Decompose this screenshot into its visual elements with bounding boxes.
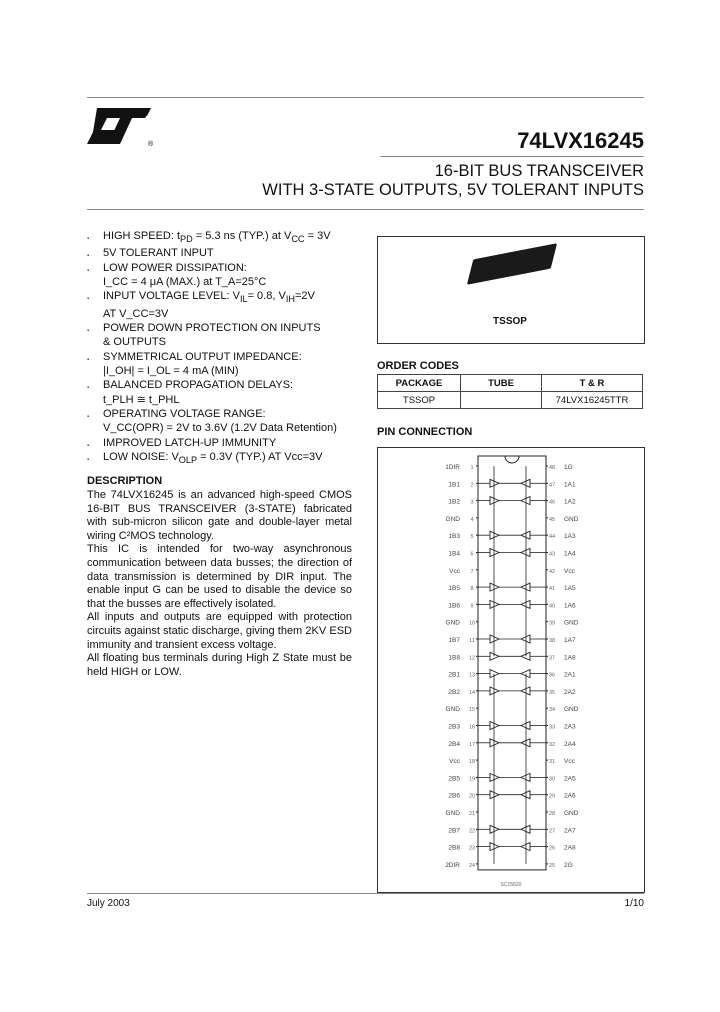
- pin-number-right: 28: [548, 811, 556, 817]
- table-header-row: [378, 375, 643, 392]
- pin-number-left: 5: [470, 534, 474, 541]
- footer-rule: [87, 893, 644, 894]
- buffer-triangle-left: [521, 600, 530, 608]
- pin-label-right: 1A3: [564, 533, 576, 541]
- figure-code: SC15620: [500, 882, 522, 888]
- pin-number-left: 15: [468, 707, 476, 714]
- pin-number-left: 23: [468, 845, 476, 852]
- pin-label-left: 1B5: [448, 585, 460, 593]
- column-header: T & R: [542, 375, 643, 392]
- pin-label-left: 2B2: [448, 688, 460, 696]
- package-label: TSSOP: [493, 316, 527, 327]
- buffer-triangle-left: [521, 635, 530, 643]
- pin-label-right: 2A7: [564, 827, 576, 835]
- pin-number-left: 10: [468, 620, 476, 627]
- feature-item: ▪ BALANCED PROPAGATION DELAYS: t_PLH ≅ t_PHL: [87, 378, 372, 407]
- pin-label-left: GND: [445, 810, 460, 817]
- pin-number-left: 2: [470, 482, 474, 489]
- pin-label-right: 2A4: [564, 740, 576, 748]
- pin-number-left: 22: [468, 828, 476, 835]
- pin-label-left: 2B1: [448, 671, 460, 679]
- pin-number-left: 3: [470, 499, 474, 506]
- buffer-triangle-right: [490, 583, 499, 591]
- pin-number-right: 34: [548, 707, 556, 714]
- feature-item: ▪ OPERATING VOLTAGE RANGE: V_CC(OPR) = 2V to 3.6V (1.2V Data Retention): [87, 407, 372, 436]
- pin-connection-title: PIN CONNECTION: [377, 426, 473, 438]
- pin-number-right: 43: [548, 551, 556, 558]
- column-header: TUBE: [461, 375, 542, 392]
- pin-number-right: 48: [548, 465, 556, 471]
- pin-label-right: GND: [564, 810, 579, 817]
- table-cell: TSSOP: [378, 392, 461, 409]
- description-paragraph: This IC is intended for two-way asynchronous communication between data busses; the direction of data transmission is determined by DIR input. The enable input G can be used to disable the device so that the busses are effectively isolated.: [87, 543, 352, 610]
- buffer-triangle-right: [490, 791, 499, 799]
- table-cell: [461, 392, 542, 409]
- buffer-triangle-left: [521, 652, 530, 660]
- pin-label-left: 2B8: [448, 844, 460, 852]
- buffer-triangle-left: [521, 549, 530, 557]
- pin-number-right: 45: [548, 516, 556, 523]
- pin-number-right: 31: [548, 759, 556, 766]
- feature-item: ▪ IMPROVED LATCH-UP IMMUNITY: [87, 436, 372, 450]
- pin-number-left: 12: [468, 655, 476, 662]
- buffer-triangle-right: [490, 479, 499, 487]
- buffer-triangle-right: [490, 600, 499, 608]
- part-number: 74LVX16245: [517, 128, 644, 153]
- pin-label-right: 2A2: [564, 688, 576, 696]
- description-paragraph: All floating bus terminals during High Z State must be held HIGH or LOW.: [87, 652, 352, 678]
- pin-label-left: 1B4: [448, 550, 460, 558]
- feature-item: ▪ POWER DOWN PROTECTION ON INPUTS & OUTPUTS: [87, 321, 372, 350]
- pin-label-right: 2A5: [564, 775, 576, 783]
- buffer-triangle-right: [490, 687, 499, 695]
- pin-number-left: 20: [468, 793, 476, 800]
- buffer-triangle-right: [490, 497, 499, 505]
- order-codes-table: [377, 374, 643, 409]
- pin-number-right: 29: [548, 793, 556, 800]
- pin-number-right: 46: [548, 499, 556, 506]
- pin-label-left: 2B3: [448, 723, 460, 731]
- buffer-triangle-left: [521, 791, 530, 799]
- registered-mark: ®: [148, 141, 154, 148]
- buffer-triangle-left: [521, 825, 530, 833]
- pin-number-left: 7: [470, 568, 474, 575]
- buffer-triangle-right: [490, 670, 499, 678]
- pin-number-right: 37: [548, 655, 556, 662]
- pin-number-left: 1: [470, 465, 474, 471]
- description-paragraph: All inputs and outputs are equipped with protection circuits against static discharge, giving them 2KV ESD immunity and transient excess voltage.: [87, 611, 352, 651]
- pin-label-left: 2B6: [448, 792, 460, 800]
- pin-label-right: 2A1: [564, 671, 576, 679]
- header-rule: [380, 156, 644, 157]
- pin-number-right: 41: [548, 586, 556, 593]
- pin-label-left: 2B4: [448, 740, 460, 748]
- pin-number-right: 38: [548, 638, 556, 644]
- pin-label-right: 1G: [564, 464, 573, 471]
- feature-item: ▪ LOW POWER DISSIPATION: I_CC = 4 μA (MAX.) at T_A=25°C: [87, 261, 372, 290]
- buffer-triangle-right: [490, 773, 499, 781]
- feature-item: ▪ LOW NOISE: $V_{OLP} = 0.3V$ (TYP.) AT Vcc=3V: [87, 450, 372, 467]
- top-rule: [87, 97, 644, 98]
- pin-number-left: 11: [469, 638, 475, 644]
- column-header: PACKAGE: [378, 375, 461, 392]
- buffer-triangle-left: [521, 739, 530, 747]
- pin-connection-diagram: [378, 448, 644, 892]
- buffer-triangle-right: [490, 652, 499, 660]
- pin-label-right: 1A6: [564, 602, 576, 610]
- feature-item: ▪ HIGH SPEED: $t_{PD} = 5.3$ ns (TYP.) at $V_{CC} = 3V$: [87, 229, 372, 246]
- table-cell: 74LVX16245TTR: [542, 392, 643, 409]
- feature-item: ▪ INPUT VOLTAGE LEVEL: $V_{IL}= 0.8$, $V_{IH}=2V$ AT V_CC=3V: [87, 289, 372, 321]
- buffer-triangle-left: [521, 583, 530, 591]
- footer-page: 1/10: [624, 898, 644, 909]
- ic-body: [478, 456, 546, 870]
- section-rule: [87, 209, 644, 210]
- pin-label-right: GND: [564, 706, 579, 714]
- buffer-triangle-left: [521, 722, 530, 730]
- pin-number-left: 13: [468, 672, 476, 679]
- pin-label-left: 2B5: [448, 775, 460, 783]
- pin-label-right: GND: [564, 515, 579, 523]
- pin-label-right: 2A6: [564, 792, 576, 800]
- pin-label-left: 2B7: [448, 827, 460, 835]
- pin-label-right: 2G: [564, 861, 573, 869]
- pin-number-right: 40: [548, 603, 556, 610]
- pin-number-left: 6: [470, 551, 474, 558]
- pin-number-left: 9: [470, 603, 474, 610]
- pin-number-left: 8: [470, 586, 474, 593]
- buffer-triangle-right: [490, 843, 499, 851]
- pin-label-right: 2A3: [564, 723, 576, 731]
- pin-label-left: GND: [445, 515, 460, 523]
- pin-label-left: 1B7: [448, 637, 460, 644]
- subtitle-line2: WITH 3-STATE OUTPUTS, 5V TOLERANT INPUTS: [262, 181, 644, 199]
- pin-number-right: 47: [548, 482, 556, 489]
- pin-number-left: 18: [468, 759, 476, 766]
- pin-number-right: 25: [548, 862, 556, 869]
- pin-number-right: 35: [548, 689, 556, 696]
- pin-label-right: 1A1: [564, 481, 576, 489]
- pin-label-right: 1A2: [564, 498, 576, 506]
- pin-number-left: 16: [468, 724, 476, 731]
- pin-number-right: 44: [548, 534, 556, 541]
- ic-notch: [505, 456, 519, 463]
- pin-label-left: 1B8: [448, 654, 460, 662]
- order-codes-title: ORDER CODES: [377, 360, 459, 372]
- pin-number-right: 30: [548, 776, 556, 783]
- buffer-triangle-left: [521, 687, 530, 695]
- pin-label-left: 2DIR: [445, 861, 460, 869]
- pin-number-right: 32: [548, 741, 556, 748]
- pin-label-right: GND: [564, 619, 579, 627]
- pin-number-left: 19: [468, 776, 476, 783]
- pin-label-left: GND: [445, 706, 460, 714]
- pin-label-left: Vcc: [449, 758, 460, 766]
- table-row: [378, 392, 643, 409]
- feature-item: ▪ SYMMETRICAL OUTPUT IMPEDANCE: |I_OH| = I_OL = 4 mA (MIN): [87, 350, 372, 379]
- pin-number-left: 21: [468, 811, 476, 817]
- buffer-triangle-left: [521, 531, 530, 539]
- feature-item: ▪ 5V TOLERANT INPUT: [87, 246, 372, 260]
- pin-number-right: 36: [548, 672, 556, 679]
- pin-label-right: Vcc: [564, 567, 575, 575]
- st-logo: [87, 104, 157, 150]
- description-heading: DESCRIPTION: [87, 475, 163, 487]
- pin-label-right: Vcc: [564, 758, 575, 766]
- buffer-triangle-right: [490, 549, 499, 557]
- pin-label-left: 1B3: [448, 533, 460, 541]
- pin-number-right: 42: [548, 568, 556, 575]
- buffer-triangle-right: [490, 825, 499, 833]
- pin-number-right: 27: [548, 828, 556, 835]
- pin-connection-box: [377, 447, 645, 893]
- description-paragraph: The 74LVX16245 is an advanced high-speed CMOS 16-BIT BUS TRANSCEIVER (3-STATE) fabricated with sub-micron silicon gate and double-layer metal wiring C²MOS technology.: [87, 489, 352, 542]
- buffer-triangle-left: [521, 773, 530, 781]
- buffer-triangle-right: [490, 531, 499, 539]
- pin-label-left: 1B2: [448, 498, 460, 506]
- pin-number-left: 14: [468, 689, 476, 696]
- pin-label-right: 1A4: [564, 550, 576, 558]
- pin-number-left: 24: [468, 862, 476, 869]
- pin-label-left: GND: [445, 619, 460, 627]
- pin-label-right: 2A8: [564, 844, 576, 852]
- pin-label-left: 1B1: [448, 481, 460, 489]
- pin-number-right: 26: [548, 845, 556, 852]
- subtitle-line1: 16-BIT BUS TRANSCEIVER: [434, 162, 644, 180]
- pin-number-left: 17: [468, 741, 476, 748]
- pin-label-left: Vcc: [449, 567, 460, 575]
- buffer-triangle-left: [521, 497, 530, 505]
- buffer-triangle-left: [521, 479, 530, 487]
- buffer-triangle-right: [490, 722, 499, 730]
- pin-label-right: 1A5: [564, 585, 576, 593]
- pin-number-left: 4: [470, 516, 474, 523]
- pin-number-right: 39: [548, 620, 556, 627]
- buffer-triangle-left: [521, 843, 530, 851]
- pin-number-right: 33: [548, 724, 556, 731]
- pin-label-left: 1DIR: [445, 464, 460, 471]
- buffer-triangle-right: [490, 739, 499, 747]
- description-body: [87, 489, 352, 679]
- feature-list: [87, 229, 372, 467]
- pin-label-right: 1A8: [564, 654, 576, 662]
- buffer-triangle-left: [521, 670, 530, 678]
- pin-label-right: 1A7: [564, 637, 576, 644]
- footer-date: July 2003: [87, 898, 130, 909]
- buffer-triangle-right: [490, 635, 499, 643]
- pin-label-left: 1B6: [448, 602, 460, 610]
